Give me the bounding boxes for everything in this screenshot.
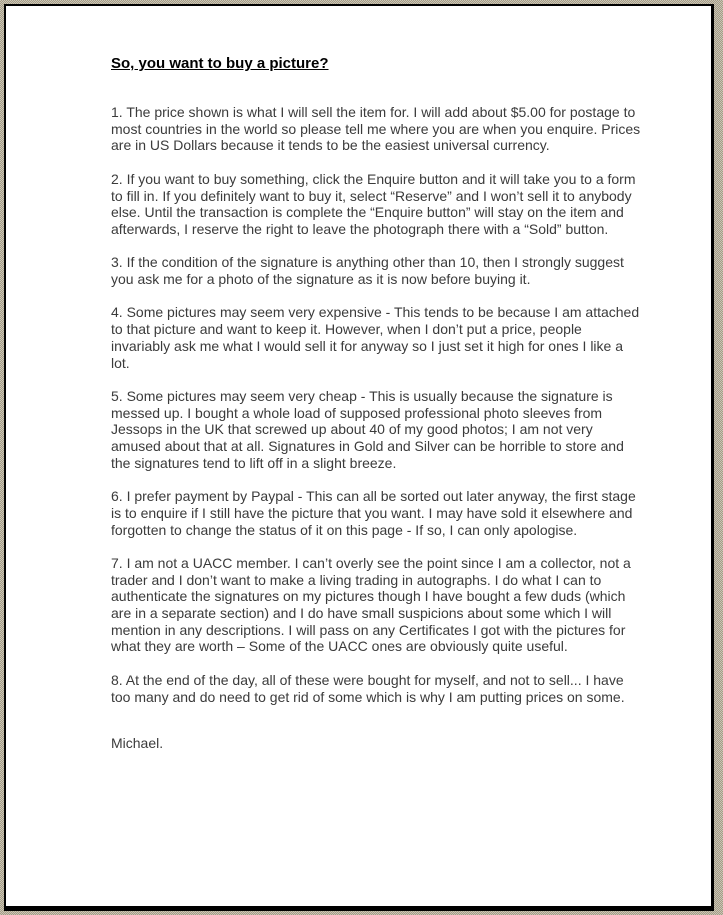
paragraph-5-cheap: 5. Some pictures may seem very cheap - This is usually because the signature is messed up. I bought a whole load of supposed professional photo sleeves from Jessops in the UK that screwed up about 40 of my good photos; I am not very amused about that at all. Signatures in Gold and Silver can be horrible to store and the signatures tend to lift off in a slight breeze. [111,387,624,471]
paragraph-8-closing: 8. At the end of the day, all of these were bought for myself, and not to sell... I have too many and do need to get rid of some which is why I am putting prices on some. [111,671,625,705]
page-title: So, you want to buy a picture? [111,55,329,72]
paragraph-4-expensive: 4. Some pictures may seem very expensive - This tends to be because I am attached to that picture and want to keep it. However, when I don’t put a price, people invariably ask me what I would sell it for anyway so I just set it high for ones I like a lot. [111,304,640,371]
paragraph-3-condition: 3. If the condition of the signature is anything other than 10, then I strongly suggest you ask me for a photo of the signature as it is now before buying it. [111,254,624,287]
document-content [6,6,711,752]
document-page [4,4,714,911]
paragraph-6-paypal: 6. I prefer payment by Paypal - This can all be sorted out later anyway, the first stage is to enquire if I still have the picture that you want. I may have sold it elsewhere and forgotten to change the status of it on this page - If so, I can only apologise. [111,488,636,538]
paragraph-1-price: 1. The price shown is what I will sell the item for. I will add about $5.00 for postage to most countries in the world so please tell me where you are when you enquire. Prices are in US Dollars because it tends to be the easiest universal currency. [111,104,641,154]
signature: Michael. [111,735,164,752]
paragraph-7-uacc: 7. I am not a UACC member. I can’t overly see the point since I am a collector, not a trader and I don’t want to make a living trading in autographs. I do what I can to authenticate the signatures on my pictures though I have bought a few duds (which are in a separate section) and I do have small suspicions about some which I will mention in any descriptions. I will pass on any Certificates I got with the pictures for what they are worth – Some of the UACC ones are obviously quite useful. [111,554,631,655]
paragraph-2-enquire: 2. If you want to buy something, click the Enquire button and it will take you to a form to fill in. If you definitely want to buy it, select “Reserve” and I won’t sell it to anybody else. Until the transaction is complete the “Enquire button” will stay on the item and afterwards, I reserve the right to leave the photograph there with a “Sold” button. [111,170,636,237]
